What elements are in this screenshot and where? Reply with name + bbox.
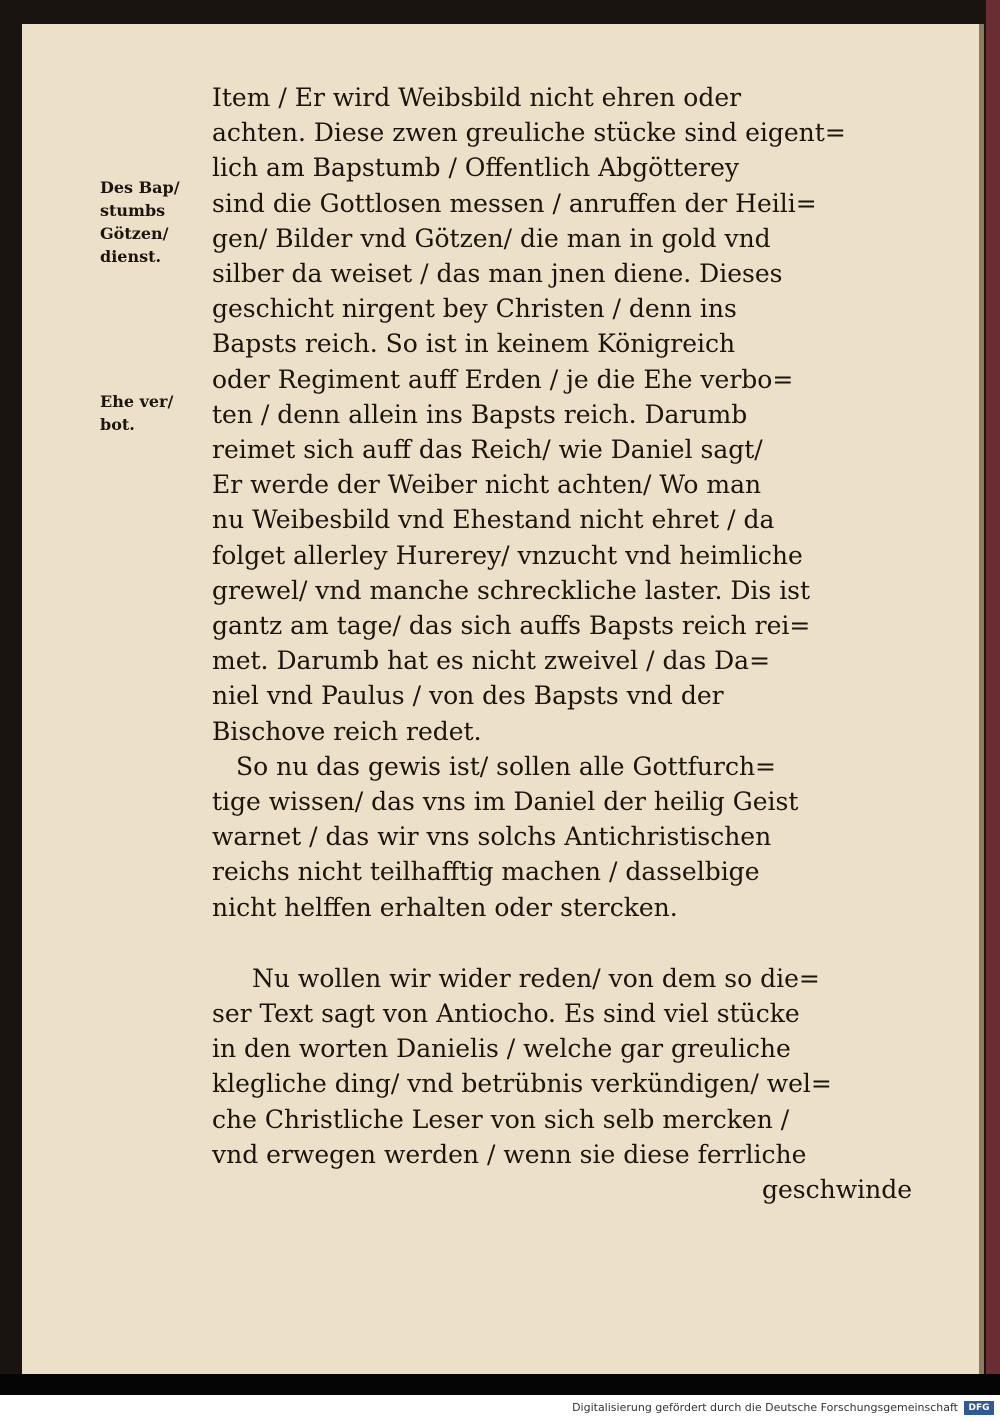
text-line: nicht helffen erhalten oder stercken.: [212, 892, 678, 922]
text-line: met. Darumb hat es nicht zweivel / das Da=: [212, 646, 771, 676]
text-line: grewel/ vnd manche schreckliche laster. Dis ist: [212, 575, 811, 605]
text-line: Bischove reich redet.: [212, 716, 482, 746]
text-line: silber da weiset / das man jnen diene. Dieses: [212, 259, 783, 289]
text-line: sind die Gottlosen messen / anruffen der Heili=: [212, 188, 817, 218]
text-line: gen/ Bilder vnd Götzen/ die man in gold vnd: [212, 223, 771, 253]
main-text-block: [212, 80, 912, 1207]
text-line: reimet sich auff das Reich/ wie Daniel sagt/: [212, 435, 763, 465]
text-line: in den worten Danielis / welche gar greuliche: [212, 1034, 791, 1064]
paragraph-gap: [212, 925, 912, 961]
text-line: reichs nicht teilhafftig machen / dasselbige: [212, 857, 760, 887]
text-line: gantz am tage/ das sich auffs Bapsts reich rei=: [212, 611, 811, 641]
text-line: Nu wollen wir wider reden/ von dem so die=: [252, 963, 820, 993]
text-line: oder Regiment auff Erden / je die Ehe verbo=: [212, 364, 794, 394]
margin-note-marriage-ban: Ehe ver/ bot.: [100, 392, 174, 434]
paragraph-1: [212, 80, 912, 749]
text-line: achten. Diese zwen greuliche stücke sind eigent=: [212, 118, 846, 148]
text-line: Item / Er wird Weibsbild nicht ehren oder: [212, 83, 742, 112]
paragraph-3: [212, 961, 912, 1207]
footer-credit: Digitalisierung gefördert durch die Deutsche Forschungsgemeinschaft: [572, 1401, 958, 1414]
text-line: vnd erwegen werden / wenn sie diese ferrliche: [212, 1139, 807, 1169]
text-line: che Christliche Leser von sich selb mercken /: [212, 1104, 790, 1134]
text-line: ten / denn allein ins Bapsts reich. Darumb: [212, 399, 748, 429]
text-line: klegliche ding/ vnd betrübnis verkündigen/ wel=: [212, 1069, 832, 1099]
text-line: folget allerley Hurerey/ vnzucht vnd heimliche: [212, 540, 803, 570]
text-line: warnet / das wir vns solchs Antichristischen: [212, 822, 772, 852]
dfg-logo-icon: DFG: [964, 1401, 994, 1415]
text-line: nu Weibesbild vnd Ehestand nicht ehret / da: [212, 505, 775, 535]
margin-note-idolatry: Des Bap/ stumbs Götzen/ dienst.: [100, 178, 180, 266]
text-line: niel vnd Paulus / von des Bapsts vnd der: [212, 681, 724, 711]
text-line: ser Text sagt von Antiocho. Es sind viel stücke: [212, 999, 800, 1029]
text-line: Er werde der Weiber nicht achten/ Wo man: [212, 470, 762, 500]
scan-bottom-edge: [0, 1374, 1000, 1395]
footer-bar: [0, 1395, 1000, 1421]
book-spine-edge: [986, 0, 1000, 1395]
catchword: geschwinde: [761, 1175, 912, 1205]
text-line: So nu das gewis ist/ sollen alle Gottfurch=: [236, 751, 776, 781]
text-line: lich am Bapstumb / Offentlich Abgötterey: [212, 153, 739, 183]
paragraph-2: [212, 749, 912, 925]
text-line: Bapsts reich. So ist in keinem Königreich: [212, 329, 736, 359]
text-line: tige wissen/ das vns im Daniel der heilig Geist: [212, 787, 799, 817]
text-line: geschicht nirgent bey Christen / denn ins: [212, 294, 737, 324]
